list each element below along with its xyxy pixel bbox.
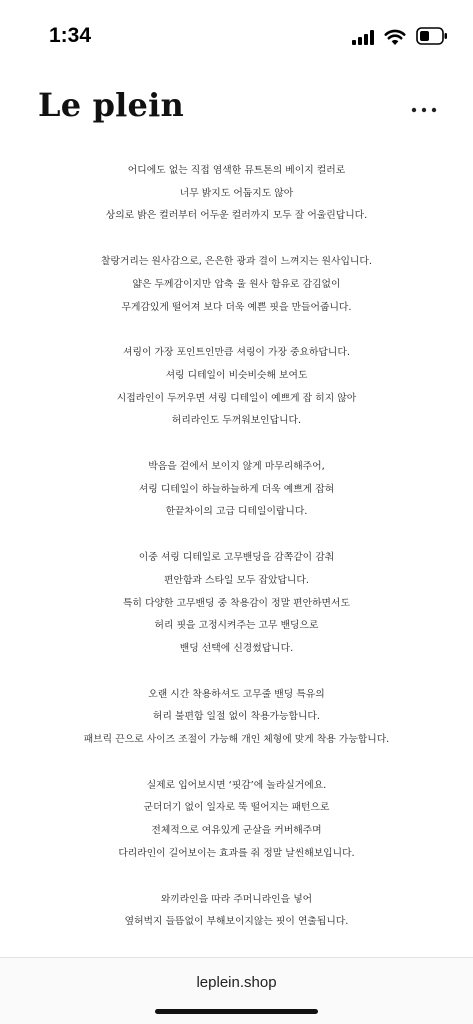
site-header: [0, 80, 473, 136]
description-paragraph: [0, 889, 473, 934]
description-line: 실제로 입어보시면 ‘핏감’에 놀라실거에요.: [146, 779, 327, 791]
description-line: 편안함과 스타일 모두 잡았답니다.: [164, 574, 309, 586]
description-line: 상의로 밝은 컬러부터 어두운 컬러까지 모두 잘 어울린답니다.: [105, 210, 368, 222]
description-line: 너무 밝지도 어둡지도 않아: [179, 187, 294, 199]
more-horizontal-icon: [411, 98, 437, 117]
more-menu-button[interactable]: [404, 92, 444, 122]
site-url[interactable]: leplein.shop: [196, 974, 277, 991]
status-time: 1:34: [49, 24, 92, 47]
description-line: 시접라인이 두꺼우면 셔링 디테일이 예쁘게 잡 히지 않아: [116, 392, 357, 404]
description-paragraph: [0, 684, 473, 752]
description-line: 군더더기 없이 일자로 뚝 떨어지는 패턴으로: [143, 802, 330, 814]
description-line: 허리 불편함 일절 없이 착용가능합니다.: [153, 711, 320, 723]
description-line: 특히 다양한 고무밴딩 중 착용감이 정말 편안하면서도: [123, 597, 350, 609]
description-line: 셔링이 가장 포인트인만큼 셔링이 가장 중요하답니다.: [123, 347, 350, 359]
description-line: 허리 핏을 고정시켜주는 고무 밴딩으로: [154, 620, 319, 632]
description-line: 다리라인이 길어보이는 효과를 줘 정말 날씬해보입니다.: [118, 847, 355, 859]
description-line: 찰랑거리는 원사감으로, 은은한 광과 결이 느껴지는 원사입니다.: [101, 256, 372, 268]
description-line: 박음을 겉에서 보이지 않게 마무리해주어,: [148, 461, 325, 473]
description-paragraph: [0, 160, 473, 228]
description-paragraph: [0, 251, 473, 319]
description-paragraph: [0, 342, 473, 433]
browser-address-bar[interactable]: [0, 958, 473, 1024]
wifi-icon: [384, 28, 406, 50]
description-line: 밴딩 선택에 신경썼답니다.: [179, 642, 294, 654]
brand-logo[interactable]: Le plein: [38, 86, 184, 124]
product-description: [0, 160, 473, 957]
description-line: 무게감있게 떨어져 보다 더욱 예쁜 핏을 만들어줍니다.: [121, 301, 352, 313]
home-indicator[interactable]: [155, 1009, 318, 1014]
description-line: 한끝차이의 고급 디테일이랍니다.: [165, 506, 308, 518]
description-line: 어디에도 없는 직접 염색한 뮤트톤의 베이지 컬러로: [127, 165, 346, 176]
description-line: 와끼라인을 따라 주머니라인을 넣어: [160, 893, 313, 905]
status-bar: [0, 0, 473, 60]
description-paragraph: [0, 775, 473, 866]
description-line: 옆허벅지 들뜸없이 부해보이지않는 핏이 연출됩니다.: [124, 916, 349, 928]
description-line: 전체적으로 여유있게 군살을 커버해주며: [151, 825, 322, 837]
description-line: 허리라인도 두꺼워보인답니다.: [171, 415, 302, 427]
description-paragraph: [0, 456, 473, 524]
description-line: 패브릭 끈으로 사이즈 조절이 가능해 개인 체형에 맞게 착용 가능합니다.: [83, 734, 390, 746]
battery-icon: [416, 27, 448, 49]
description-line: 얇은 두께감이지만 압축 울 원사 함유로 감김없이: [132, 278, 341, 290]
description-line: 이중 셔링 디테일로 고무밴딩을 감쪽같이 감춰: [138, 552, 335, 564]
signal-icon: [352, 30, 376, 49]
description-paragraph: [0, 547, 473, 661]
description-line: 셔링 디테일이 비슷비슷해 보여도: [165, 369, 308, 381]
description-line: 오랜 시간 착용하셔도 고무줄 밴딩 특유의: [148, 688, 325, 700]
description-line: 셔링 디테일이 하늘하늘하게 더욱 예쁘게 잡혀: [138, 483, 335, 495]
